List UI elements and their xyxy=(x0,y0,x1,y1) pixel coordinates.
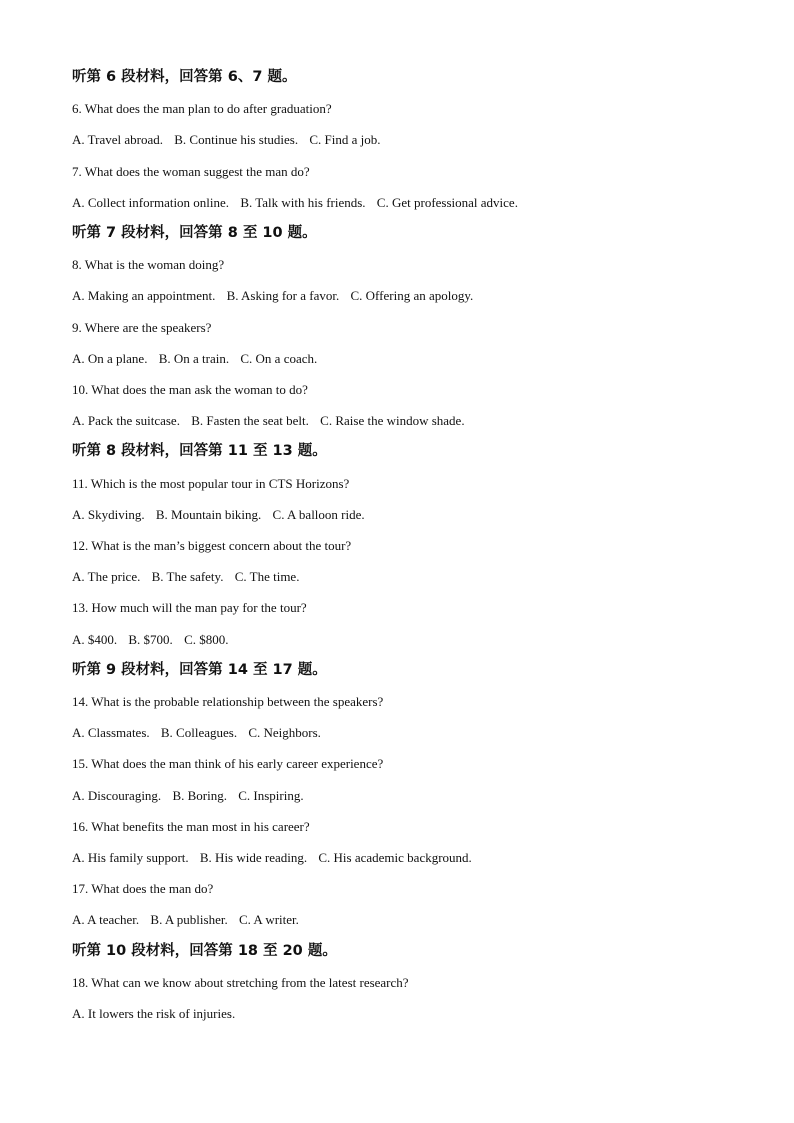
option-c: C. His academic background. xyxy=(318,850,472,866)
options-9 xyxy=(72,343,732,374)
option-c: C. Offering an apology. xyxy=(350,288,474,304)
option-a: A. His family support. xyxy=(72,850,189,866)
option-b: B. His wide reading. xyxy=(199,850,308,866)
options-7 xyxy=(72,187,732,218)
section-heading-8: 听第 8 段材料，回答第 11 至 13 题。 xyxy=(72,443,327,460)
question-7: 7. What does the woman suggest the man do? xyxy=(72,163,310,179)
option-a: A. Classmates. xyxy=(72,725,150,741)
question-11: 11. Which is the most popular tour in CTS Horizons? xyxy=(72,475,350,491)
question-6: 6. What does the man plan to do after graduation? xyxy=(72,101,332,117)
option-c: C. Find a job. xyxy=(309,132,381,148)
question-8: 8. What is the woman doing? xyxy=(72,257,225,273)
options-12 xyxy=(72,561,732,592)
question-10: 10. What does the man ask the woman to do? xyxy=(72,382,308,398)
option-c: C. The time. xyxy=(234,569,300,585)
question-13: 13. How much will the man pay for the tour? xyxy=(72,600,307,616)
options-10 xyxy=(72,405,732,436)
options-8 xyxy=(72,280,732,311)
option-a: A. Making an appointment. xyxy=(72,288,216,304)
option-b: B. Mountain biking. xyxy=(155,506,262,522)
option-b: B. Boring. xyxy=(172,787,227,803)
option-a: A. $400. xyxy=(72,631,118,647)
question-15: 15. What does the man think of his early career experience? xyxy=(72,756,384,772)
section-heading-6: 听第 6 段材料，回答第 6、7 题。 xyxy=(72,69,297,85)
option-b: B. A publisher. xyxy=(150,912,228,928)
option-b: B. On a train. xyxy=(158,350,230,366)
options-11 xyxy=(72,499,732,530)
section-heading-9: 听第 9 段材料，回答第 14 至 17 题。 xyxy=(72,661,327,678)
option-b: B. Fasten the seat belt. xyxy=(191,413,309,429)
question-9: 9. Where are the speakers? xyxy=(72,319,212,335)
option-c: C. Neighbors. xyxy=(248,725,321,741)
question-14: 14. What is the probable relationship between the speakers? xyxy=(72,694,384,710)
option-a: A. It lowers the risk of injuries. xyxy=(72,1006,236,1022)
options-6 xyxy=(72,124,732,155)
option-c: C. A balloon ride. xyxy=(272,506,365,522)
option-a: A. Discouraging. xyxy=(72,787,162,803)
option-c: C. A writer. xyxy=(238,912,299,928)
option-c: C. Inspiring. xyxy=(238,787,304,803)
question-18: 18. What can we know about stretching from the latest research? xyxy=(72,974,409,990)
options-17 xyxy=(72,904,732,935)
option-c: C. Get professional advice. xyxy=(376,194,518,210)
option-a: A. Collect information online. xyxy=(72,194,230,210)
option-b: B. $700. xyxy=(128,631,173,647)
option-a: A. Travel abroad. xyxy=(72,132,163,148)
option-a: A. The price. xyxy=(72,569,141,585)
question-16: 16. What benefits the man most in his career? xyxy=(72,818,310,834)
option-c: C. $800. xyxy=(184,631,229,647)
option-a: A. On a plane. xyxy=(72,350,148,366)
section-heading-10: 听第 10 段材料，回答第 18 至 20 题。 xyxy=(72,942,337,959)
option-c: C. On a coach. xyxy=(240,350,318,366)
options-15 xyxy=(72,780,732,811)
document-page xyxy=(72,62,732,1029)
option-b: B. Colleagues. xyxy=(160,725,238,741)
options-18 xyxy=(72,998,732,1029)
option-b: B. Talk with his friends. xyxy=(240,194,366,210)
option-a: A. Skydiving. xyxy=(72,506,145,522)
options-13 xyxy=(72,624,732,655)
option-c: C. Raise the window shade. xyxy=(320,413,465,429)
option-b: B. Continue his studies. xyxy=(174,132,299,148)
option-a: A. A teacher. xyxy=(72,912,140,928)
options-16 xyxy=(72,842,732,873)
options-14 xyxy=(72,717,732,748)
question-17: 17. What does the man do? xyxy=(72,881,214,897)
section-heading-7: 听第 7 段材料，回答第 8 至 10 题。 xyxy=(72,225,317,242)
option-b: B. Asking for a favor. xyxy=(226,288,340,304)
option-a: A. Pack the suitcase. xyxy=(72,413,180,429)
option-b: B. The safety. xyxy=(151,569,224,585)
question-12: 12. What is the man’s biggest concern about the tour? xyxy=(72,538,352,554)
